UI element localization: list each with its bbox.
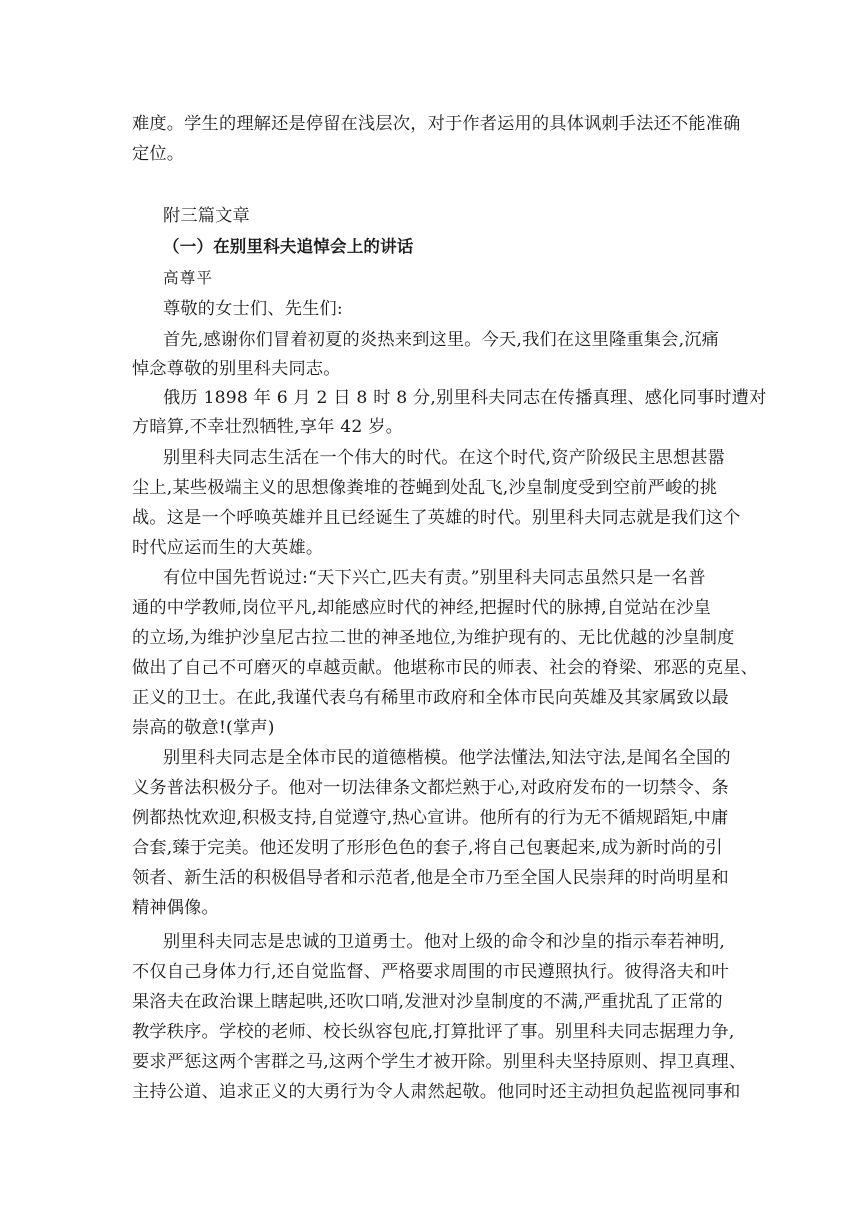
paragraph-4-line-6: 崇高的敬意!(掌声)	[132, 718, 275, 738]
paragraph-4-line-5: 正义的卫士。在此,我谨代表乌有稀里市政府和全体市民向英雄及其家属致以最	[132, 688, 729, 708]
paragraph-3-line-2: 尘上,某些极端主义的思想像粪堆的苍蝇到处乱飞,沙皇制度受到空前严峻的挑	[132, 478, 718, 498]
paragraph-6-line-2: 不仅自己身体力行,还自觉监督、严格要求周围的市民遵照执行。彼得洛夫和叶	[132, 962, 729, 982]
paragraph-2-line-1: 俄历 1898 年 6 月 2 日 8 时 8 分,别里科夫同志在传播真理、感化同事时遭对	[163, 388, 767, 408]
paragraph-6-line-1: 别里科夫同志是忠诚的卫道勇士。他对上级的命令和沙皇的指示奉若神明,	[163, 932, 726, 952]
paragraph-4-line-3: 的立场,为维护沙皇尼古拉二世的神圣地位,为维护现有的、无比优越的沙皇制度	[132, 628, 735, 648]
paragraph-2-line-2: 方暗算,不幸壮烈牺牲,享年 42 岁。	[132, 417, 403, 437]
paragraph-5-line-4: 合套,臻于完美。他还发明了形形色色的套子,将自己包裹起来,成为新时尚的引	[132, 838, 723, 858]
paragraph-5-line-6: 精神偶像。	[132, 898, 219, 918]
paragraph-4-line-4: 做出了自己不可磨灭的卓越贡献。他堪称市民的师表、社会的脊梁、邪恶的克星、	[132, 658, 758, 678]
paragraph-6-line-5: 要求严惩这两个害群之马,这两个学生才被开除。别里科夫坚持原则、捍卫真理、	[132, 1052, 747, 1072]
paragraph-5-line-3: 例都热忱欢迎,积极支持,自觉遵守,热心宣讲。他所有的行为无不循规蹈矩,中庸	[132, 808, 729, 828]
speech-salutation: 尊敬的女士们、先生们:	[163, 299, 343, 319]
paragraph-1-line-1: 首先,感谢你们冒着初夏的炎热来到这里。今天,我们在这里隆重集会,沉痛	[163, 330, 720, 350]
paragraph-6-line-3: 果洛夫在政治课上瞎起哄,还吹口哨,发泄对沙皇制度的不满,严重扰乱了正常的	[132, 992, 723, 1012]
paragraph-5-line-2: 义务普法积极分子。他对一切法律条文都烂熟于心,对政府发布的一切禁令、条	[132, 778, 729, 798]
appendix-label: 附三篇文章	[163, 206, 250, 226]
paragraph-3-line-4: 时代应运而生的大英雄。	[132, 538, 324, 558]
paragraph-3-line-3: 战。这是一个呼唤英雄并且已经诞生了英雄的时代。别里科夫同志就是我们这个	[132, 508, 741, 528]
article-author: 高尊平	[163, 269, 214, 287]
paragraph-5-line-5: 领者、新生活的积极倡导者和示范者,他是全市乃至全国人民崇拜的时尚明星和	[132, 868, 729, 888]
intro-line-1: 难度。学生的理解还是停留在浅层次，对于作者运用的具体讽刺手法还不能准确	[132, 114, 741, 134]
paragraph-6-line-6: 主持公道、追求正义的大勇行为令人肃然起敬。他同时还主动担负起监视同事和	[132, 1082, 741, 1102]
paragraph-3-line-1: 别里科夫同志生活在一个伟大的时代。在这个时代,资产阶级民主思想甚嚣	[163, 448, 726, 468]
paragraph-4-line-2: 通的中学教师,岗位平凡,却能感应时代的神经,把握时代的脉搏,自觉站在沙皇	[132, 598, 712, 618]
paragraph-4-line-1: 有位中国先哲说过:“天下兴亡,匹夫有责。”别里科夫同志虽然只是一名普	[163, 568, 706, 588]
article-title: （一）在别里科夫追悼会上的讲话	[163, 237, 414, 256]
paragraph-1-line-2: 悼念尊敬的别里科夫同志。	[132, 359, 341, 379]
paragraph-5-line-1: 别里科夫同志是全体市民的道德楷模。他学法懂法,知法守法,是闻名全国的	[163, 748, 731, 768]
paragraph-6-line-4: 教学秩序。学校的老师、校长纵容包庇,打算批评了事。别里科夫同志据理力争,	[132, 1022, 735, 1042]
intro-line-2: 定位。	[132, 144, 185, 164]
